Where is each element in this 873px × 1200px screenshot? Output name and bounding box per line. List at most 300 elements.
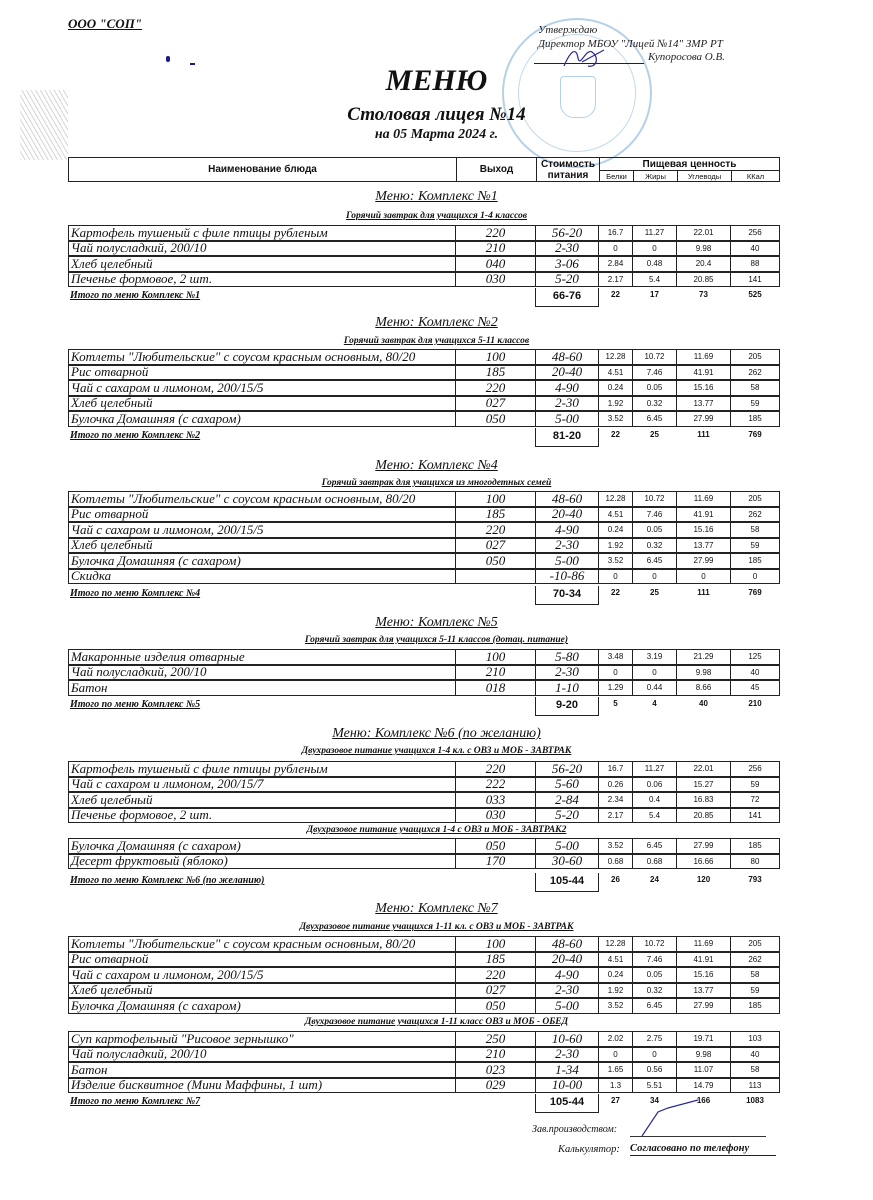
dish-proteins: 2.17 [598, 272, 633, 288]
dish-name: Хлеб целебный [68, 983, 456, 999]
table-row [68, 999, 780, 1015]
dish-fats: 6.45 [632, 411, 677, 427]
group-subtitle [0, 746, 873, 756]
table-row [68, 554, 780, 570]
dish-kcal: 262 [730, 507, 780, 523]
menu-date: на 05 Марта 2024 г. [374, 127, 499, 142]
dish-name: Печенье формовое, 2 шт. [68, 272, 456, 288]
table-row [68, 226, 780, 242]
dish-kcal: 80 [730, 854, 780, 870]
dish-fats: 0.56 [632, 1062, 677, 1078]
dish-carbs: 15.16 [676, 522, 731, 538]
dish-cost: 10-60 [535, 1031, 599, 1047]
dish-cost: 2-30 [535, 665, 599, 681]
total-cost: 105-44 [535, 873, 599, 892]
dish-output: 222 [455, 777, 536, 793]
dish-name: Котлеты "Любительские" с соусом красным основным, 80/20 [68, 349, 456, 365]
approval-line-1: Утверждаю [538, 24, 598, 36]
dish-table [68, 226, 780, 288]
dish-output: 040 [455, 256, 536, 272]
section-title [0, 901, 873, 917]
dish-output: 220 [455, 380, 536, 396]
total-fats: 24 [650, 875, 659, 884]
calculator-value: Согласовано по телефону [630, 1143, 776, 1156]
dish-name: Хлеб целебный [68, 396, 456, 412]
dish-kcal: 205 [730, 349, 780, 365]
dish-proteins: 3.52 [598, 998, 633, 1014]
dish-cost: 1-10 [535, 680, 599, 696]
dish-name: Батон [68, 680, 456, 696]
dish-fats: 5.51 [632, 1078, 677, 1094]
dish-proteins: 1.65 [598, 1062, 633, 1078]
dish-name: Булочка Домашняя (с сахаром) [68, 838, 456, 854]
dish-name: Батон [68, 1062, 456, 1078]
total-label: Итого по меню Комплекс №6 (по желанию) [70, 875, 265, 886]
dish-proteins: 3.52 [598, 411, 633, 427]
dish-name: Чай с сахаром и лимоном, 200/15/5 [68, 967, 456, 983]
dish-name: Картофель тушеный с филе птицы рубленым [68, 225, 456, 241]
dish-output: 220 [455, 522, 536, 538]
dish-carbs: 41.91 [676, 365, 731, 381]
dish-cost: 4-90 [535, 522, 599, 538]
section-total [68, 588, 780, 602]
dish-kcal: 58 [730, 967, 780, 983]
dish-carbs: 27.99 [676, 411, 731, 427]
dish-cost: 2-84 [535, 792, 599, 808]
dish-name: Котлеты "Любительские" с соусом красным основным, 80/20 [68, 936, 456, 952]
dish-kcal: 256 [730, 225, 780, 241]
dish-carbs: 8.66 [676, 680, 731, 696]
table-row [68, 492, 780, 508]
dish-carbs: 27.99 [676, 553, 731, 569]
dish-fats: 0.4 [632, 792, 677, 808]
dish-carbs: 9.98 [676, 665, 731, 681]
dish-cost: 2-30 [535, 396, 599, 412]
dish-proteins: 2.34 [598, 792, 633, 808]
col-name-header: Наименование блюда [208, 164, 317, 175]
dish-output: 210 [455, 665, 536, 681]
dish-kcal: 58 [730, 380, 780, 396]
dish-fats: 3.19 [632, 649, 677, 665]
total-cost: 9-20 [535, 697, 599, 716]
table-row [68, 570, 780, 586]
dish-kcal: 125 [730, 649, 780, 665]
dish-table [68, 839, 780, 870]
dish-fats: 10.72 [632, 936, 677, 952]
dish-proteins: 16.7 [598, 761, 633, 777]
group-subtitle-text: Двухразовое питание учащихся 1-11 класс ОВЗ и МОБ - ОБЕД [304, 1017, 569, 1027]
dish-proteins: 0 [598, 569, 633, 585]
dish-name: Чай полусладкий, 200/10 [68, 241, 456, 257]
table-row [68, 937, 780, 953]
dish-fats: 0.32 [632, 538, 677, 554]
dish-name: Хлеб целебный [68, 256, 456, 272]
dish-output: 027 [455, 396, 536, 412]
section-title-text: Меню: Комплекс №7 [375, 901, 498, 916]
dish-kcal: 205 [730, 491, 780, 507]
dish-fats: 0.44 [632, 680, 677, 696]
dish-cost: 48-60 [535, 936, 599, 952]
table-row [68, 1048, 780, 1064]
table-row [68, 242, 780, 258]
dish-carbs: 20.4 [676, 256, 731, 272]
dish-carbs: 16.83 [676, 792, 731, 808]
organization-name: ООО "СОП" [68, 16, 143, 31]
col-proteins-header: Белки [599, 170, 633, 181]
dish-proteins: 0.24 [598, 380, 633, 396]
total-carbs: 73 [699, 290, 708, 299]
group-subtitle [0, 211, 873, 221]
group-subtitle [0, 336, 873, 346]
dish-kcal: 185 [730, 838, 780, 854]
dish-kcal: 113 [730, 1078, 780, 1094]
dish-fats: 6.45 [632, 553, 677, 569]
table-row [68, 257, 780, 273]
section-total [68, 290, 780, 304]
dish-fats: 10.72 [632, 349, 677, 365]
total-carbs: 166 [696, 1096, 711, 1105]
total-label: Итого по меню Комплекс №5 [70, 699, 201, 710]
section-title-text: Меню: Комплекс №6 (по желанию) [332, 726, 541, 741]
col-carbs-header: Углеводы [677, 170, 731, 181]
dish-proteins: 0 [598, 665, 633, 681]
dish-kcal: 262 [730, 952, 780, 968]
dish-cost: 56-20 [535, 761, 599, 777]
dish-cost: 5-00 [535, 411, 599, 427]
total-carbs: 120 [696, 875, 711, 884]
dish-output: 050 [455, 998, 536, 1014]
section-title [0, 315, 873, 331]
dish-kcal: 40 [730, 241, 780, 257]
total-fats: 4 [652, 699, 657, 708]
dish-output: 027 [455, 538, 536, 554]
section-title-text: Меню: Комплекс №5 [375, 615, 498, 630]
dish-cost: 5-20 [535, 272, 599, 288]
dish-cost: 2-30 [535, 983, 599, 999]
dish-output: 100 [455, 349, 536, 365]
dish-cost: 5-00 [535, 553, 599, 569]
section-total [68, 699, 780, 713]
ink-dot-icon [166, 56, 170, 62]
dish-fats: 0 [632, 1047, 677, 1063]
dish-output: 030 [455, 808, 536, 824]
dish-proteins: 2.02 [598, 1031, 633, 1047]
group-subtitle-text: Горячий завтрак для учащихся 5-11 классов (дотац. питание) [304, 635, 569, 645]
total-cost: 66-76 [535, 288, 599, 307]
total-fats: 17 [650, 290, 659, 299]
dish-cost: 5-60 [535, 777, 599, 793]
dish-carbs: 14.79 [676, 1078, 731, 1094]
dish-carbs: 20.85 [676, 808, 731, 824]
dish-name: Картофель тушеный с филе птицы рубленым [68, 761, 456, 777]
col-cost-line-1: Стоимость [540, 158, 596, 170]
dish-table [68, 762, 780, 824]
page-title: МЕНЮ [385, 64, 488, 97]
dish-fats: 2.75 [632, 1031, 677, 1047]
dish-kcal: 185 [730, 553, 780, 569]
total-proteins: 22 [611, 588, 620, 597]
group-subtitle-text: Двухразовое питание учащихся 1-11 кл. с ОВЗ и МОБ - ЗАВТРАК [299, 922, 574, 932]
total-label: Итого по меню Комплекс №7 [70, 1096, 201, 1107]
dish-cost: 48-60 [535, 349, 599, 365]
dish-name: Булочка Домашняя (с сахаром) [68, 553, 456, 569]
dish-cost: 2-30 [535, 241, 599, 257]
dish-proteins: 1.92 [598, 538, 633, 554]
total-fats: 25 [650, 430, 659, 439]
table-row [68, 523, 780, 539]
dish-name: Хлеб целебный [68, 538, 456, 554]
col-nutrition-header: Пищевая ценность [599, 158, 779, 170]
dish-carbs: 20.85 [676, 272, 731, 288]
dish-cost: 20-40 [535, 507, 599, 523]
table-row [68, 381, 780, 397]
dish-fats: 0.48 [632, 256, 677, 272]
dish-fats: 6.45 [632, 998, 677, 1014]
total-proteins: 22 [611, 430, 620, 439]
dish-output: 050 [455, 553, 536, 569]
section-title [0, 189, 873, 205]
group-subtitle-text: Двухразовое питание учащихся 1-4 с ОВЗ и МОБ - ЗАВТРАК2 [306, 825, 567, 835]
table-row [68, 984, 780, 1000]
dish-kcal: 40 [730, 1047, 780, 1063]
dish-carbs: 11.07 [676, 1062, 731, 1078]
table-row [68, 508, 780, 524]
dish-output: 170 [455, 854, 536, 870]
total-kcal: 1083 [746, 1096, 764, 1105]
dish-output [455, 569, 536, 585]
section-title-text: Меню: Комплекс №4 [375, 458, 498, 473]
dish-carbs: 11.69 [676, 349, 731, 365]
dish-carbs: 11.69 [676, 491, 731, 507]
total-cost: 81-20 [535, 428, 599, 447]
group-subtitle-text: Двухразовое питание учащихся 1-4 кл. с ОВЗ и МОБ - ЗАВТРАК [301, 746, 572, 756]
dish-fats: 7.46 [632, 507, 677, 523]
total-proteins: 5 [613, 699, 618, 708]
table-row [68, 762, 780, 778]
dish-cost: 30-60 [535, 854, 599, 870]
dish-proteins: 12.28 [598, 349, 633, 365]
col-cost-line-2: питания [547, 169, 589, 181]
dish-output: 033 [455, 792, 536, 808]
dish-carbs: 19.71 [676, 1031, 731, 1047]
table-row [68, 397, 780, 413]
dish-fats: 0.05 [632, 522, 677, 538]
total-proteins: 27 [611, 1096, 620, 1105]
dish-table [68, 350, 780, 428]
dish-output: 220 [455, 225, 536, 241]
total-carbs: 111 [697, 588, 710, 597]
dish-carbs: 16.66 [676, 854, 731, 870]
dish-kcal: 58 [730, 1062, 780, 1078]
dish-carbs: 15.27 [676, 777, 731, 793]
dish-proteins: 4.51 [598, 365, 633, 381]
dish-carbs: 9.98 [676, 1047, 731, 1063]
table-row [68, 539, 780, 555]
dish-fats: 5.4 [632, 272, 677, 288]
dish-cost: 20-40 [535, 952, 599, 968]
dish-fats: 0.32 [632, 983, 677, 999]
dish-carbs: 13.77 [676, 396, 731, 412]
total-fats: 34 [650, 1096, 659, 1105]
dish-cost: 3-06 [535, 256, 599, 272]
dish-name: Чай с сахаром и лимоном, 200/15/5 [68, 380, 456, 396]
dish-carbs: 27.99 [676, 838, 731, 854]
dish-kcal: 103 [730, 1031, 780, 1047]
dish-kcal: 72 [730, 792, 780, 808]
table-row [68, 1079, 780, 1095]
total-proteins: 26 [611, 875, 620, 884]
table-row [68, 778, 780, 794]
dish-kcal: 88 [730, 256, 780, 272]
dish-kcal: 59 [730, 983, 780, 999]
dish-fats: 0 [632, 665, 677, 681]
dish-cost: 4-90 [535, 380, 599, 396]
dish-kcal: 141 [730, 808, 780, 824]
dish-kcal: 58 [730, 522, 780, 538]
dish-name: Чай полусладкий, 200/10 [68, 665, 456, 681]
approval-line-2: Директор МБОУ "Лицей №14" ЗМР РТ [538, 38, 723, 50]
production-signature-icon [640, 1098, 710, 1138]
dish-cost: 5-20 [535, 808, 599, 824]
calculator-label: Калькулятор: [558, 1144, 620, 1155]
dish-name: Булочка Домашняя (с сахаром) [68, 998, 456, 1014]
dish-proteins: 12.28 [598, 936, 633, 952]
dish-table [68, 650, 780, 697]
dish-kcal: 0 [730, 569, 780, 585]
dish-fats: 7.46 [632, 952, 677, 968]
dish-output: 050 [455, 838, 536, 854]
dish-name: Чай с сахаром и лимоном, 200/15/5 [68, 522, 456, 538]
dish-cost: 5-00 [535, 998, 599, 1014]
dish-cost: 5-00 [535, 838, 599, 854]
col-kcal-header: ККал [731, 170, 779, 181]
dish-fats: 0.05 [632, 967, 677, 983]
total-label: Итого по меню Комплекс №4 [70, 588, 201, 599]
dish-output: 050 [455, 411, 536, 427]
dish-proteins: 4.51 [598, 952, 633, 968]
dish-proteins: 4.51 [598, 507, 633, 523]
dish-proteins: 1.92 [598, 983, 633, 999]
table-row [68, 366, 780, 382]
dish-kcal: 262 [730, 365, 780, 381]
dish-fats: 0 [632, 569, 677, 585]
dish-cost: 56-20 [535, 225, 599, 241]
dish-kcal: 256 [730, 761, 780, 777]
dish-fats: 0.06 [632, 777, 677, 793]
dish-output: 220 [455, 761, 536, 777]
dish-cost: 48-60 [535, 491, 599, 507]
dish-output: 029 [455, 1078, 536, 1094]
dish-output: 027 [455, 983, 536, 999]
dish-name: Макаронные изделия отварные [68, 649, 456, 665]
column-header [68, 157, 780, 182]
dish-proteins: 16.7 [598, 225, 633, 241]
dish-proteins: 0 [598, 1047, 633, 1063]
col-output-header: Выход [456, 158, 536, 181]
dish-carbs: 0 [676, 569, 731, 585]
total-kcal: 769 [748, 430, 762, 439]
approval-line-3: Купоросова О.В. [648, 51, 725, 63]
dish-output: 100 [455, 649, 536, 665]
col-fats-header: Жиры [633, 170, 677, 181]
dish-proteins: 0.68 [598, 854, 633, 870]
dish-kcal: 205 [730, 936, 780, 952]
dish-proteins: 3.48 [598, 649, 633, 665]
total-carbs: 111 [697, 430, 710, 439]
production-manager-label: Зав.производством: [532, 1124, 618, 1135]
dish-name: Суп картофельный "Рисовое зернышко" [68, 1031, 456, 1047]
dish-carbs: 15.16 [676, 967, 731, 983]
total-kcal: 210 [748, 699, 762, 708]
dish-table [68, 1032, 780, 1094]
group-subtitle [0, 478, 873, 488]
dish-name: Рис отварной [68, 365, 456, 381]
dish-carbs: 15.16 [676, 380, 731, 396]
table-row [68, 968, 780, 984]
table-row [68, 809, 780, 825]
dish-output: 100 [455, 491, 536, 507]
col-cost-header [536, 158, 599, 181]
table-row [68, 681, 780, 697]
dish-proteins: 0.24 [598, 967, 633, 983]
section-title [0, 726, 873, 742]
total-kcal: 525 [748, 290, 762, 299]
total-kcal: 769 [748, 588, 762, 597]
dish-carbs: 13.77 [676, 538, 731, 554]
dish-fats: 0 [632, 241, 677, 257]
dish-proteins: 0.26 [598, 777, 633, 793]
table-row [68, 1063, 780, 1079]
table-row [68, 350, 780, 366]
page-subtitle: Столовая лицея №14 [347, 104, 526, 125]
table-row [68, 650, 780, 666]
dish-name: Чай с сахаром и лимоном, 200/15/7 [68, 777, 456, 793]
dish-output: 030 [455, 272, 536, 288]
dish-output: 220 [455, 967, 536, 983]
dish-proteins: 1.3 [598, 1078, 633, 1094]
dish-carbs: 9.98 [676, 241, 731, 257]
dish-cost: 2-30 [535, 538, 599, 554]
dish-kcal: 59 [730, 777, 780, 793]
dish-proteins: 3.52 [598, 553, 633, 569]
dish-carbs: 41.91 [676, 507, 731, 523]
table-row [68, 412, 780, 428]
dish-name: Хлеб целебный [68, 792, 456, 808]
group-subtitle [0, 825, 873, 835]
group-subtitle-text: Горячий завтрак для учащихся 1-4 классов [345, 211, 528, 221]
group-subtitle-text: Горячий завтрак для учащихся из многодетных семей [321, 478, 552, 488]
dish-carbs: 22.01 [676, 225, 731, 241]
dish-table [68, 937, 780, 1015]
dish-output: 210 [455, 1047, 536, 1063]
dish-name: Чай полусладкий, 200/10 [68, 1047, 456, 1063]
dish-fats: 10.72 [632, 491, 677, 507]
dish-kcal: 185 [730, 998, 780, 1014]
total-label: Итого по меню Комплекс №2 [70, 430, 201, 441]
dish-proteins: 3.52 [598, 838, 633, 854]
dish-carbs: 21.29 [676, 649, 731, 665]
total-kcal: 793 [748, 875, 762, 884]
dish-cost: 10-00 [535, 1078, 599, 1094]
dish-name: Десерт фруктовый (яблоко) [68, 854, 456, 870]
dish-output: 018 [455, 680, 536, 696]
dish-carbs: 41.91 [676, 952, 731, 968]
table-row [68, 666, 780, 682]
dish-cost: 5-80 [535, 649, 599, 665]
dish-output: 023 [455, 1062, 536, 1078]
dish-name: Скидка [68, 569, 456, 585]
dish-kcal: 59 [730, 396, 780, 412]
